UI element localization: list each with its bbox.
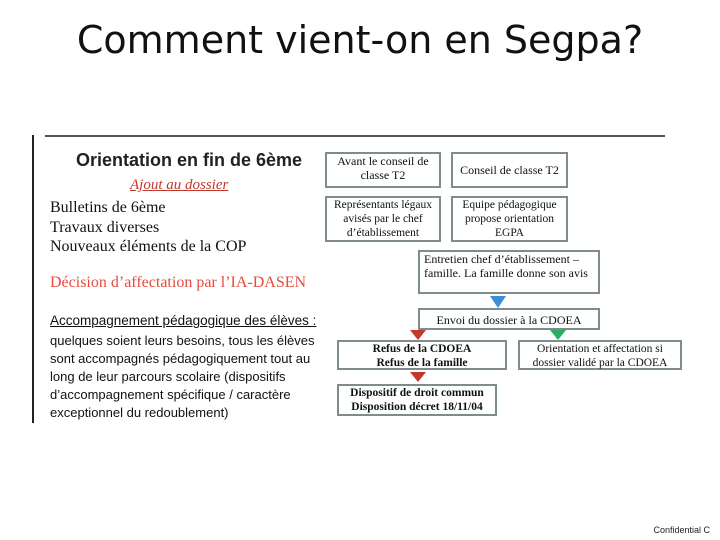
accompaniment-line: exceptionnel du redoublement) xyxy=(50,405,229,420)
left-heading: Orientation en fin de 6ème xyxy=(76,150,303,170)
box-common-law xyxy=(337,384,497,416)
accompaniment-line: sont accompagnés pédagogiquement tout au xyxy=(50,351,311,366)
accompaniment-title: Accompagnement pédagogique des élèves : xyxy=(50,313,317,328)
box-orientation: Orientation et affectation si dossier validé par la CDOEA xyxy=(518,340,682,370)
slide-title: Comment vient-on en Segpa? xyxy=(76,18,644,62)
box-representatives: Représentants légaux avisés par le chef d’établissement xyxy=(325,196,441,242)
box-interview: Entretien chef d’établissement – famille. La famille donne son avis xyxy=(418,250,600,294)
arrow-down-icon xyxy=(490,296,506,308)
box-class-council: Conseil de classe T2 xyxy=(451,152,568,188)
accompaniment-line: quelques soient leurs besoins, tous les élèves xyxy=(50,333,315,348)
box-team: Equipe pédagogique propose orientation EGPA xyxy=(451,196,568,242)
decision-text: Décision d’affectation par l’IA-DASEN xyxy=(50,274,307,291)
box-send-file: Envoi du dossier à la CDOEA xyxy=(418,308,600,330)
arrow-down-green-icon xyxy=(550,330,566,340)
accompaniment-line: d’accompagnement spécifique / caractère xyxy=(50,387,291,402)
accompaniment-line: long de leur parcours scolaire (dispositifs xyxy=(50,369,286,384)
left-subheading: Ajout au dossier xyxy=(130,177,229,193)
box-refusal xyxy=(337,340,507,370)
list-item: Bulletins de 6ème xyxy=(50,199,166,216)
refusal-line: Refus de la famille xyxy=(376,357,468,369)
confidential-label: Confidential C xyxy=(653,525,710,535)
common-line: Disposition décret 18/11/04 xyxy=(351,401,483,413)
list-item: Nouveaux éléments de la COP xyxy=(50,238,247,255)
arrow-down-red-icon xyxy=(410,372,426,382)
vertical-divider xyxy=(32,135,34,423)
refusal-line: Refus de la CDOEA xyxy=(372,343,472,355)
arrow-down-red-icon xyxy=(410,330,426,340)
common-line: Dispositif de droit commun xyxy=(350,387,484,399)
list-item: Travaux diverses xyxy=(50,219,160,236)
horizontal-divider xyxy=(45,135,665,137)
box-before-council: Avant le conseil de classe T2 xyxy=(325,152,441,188)
